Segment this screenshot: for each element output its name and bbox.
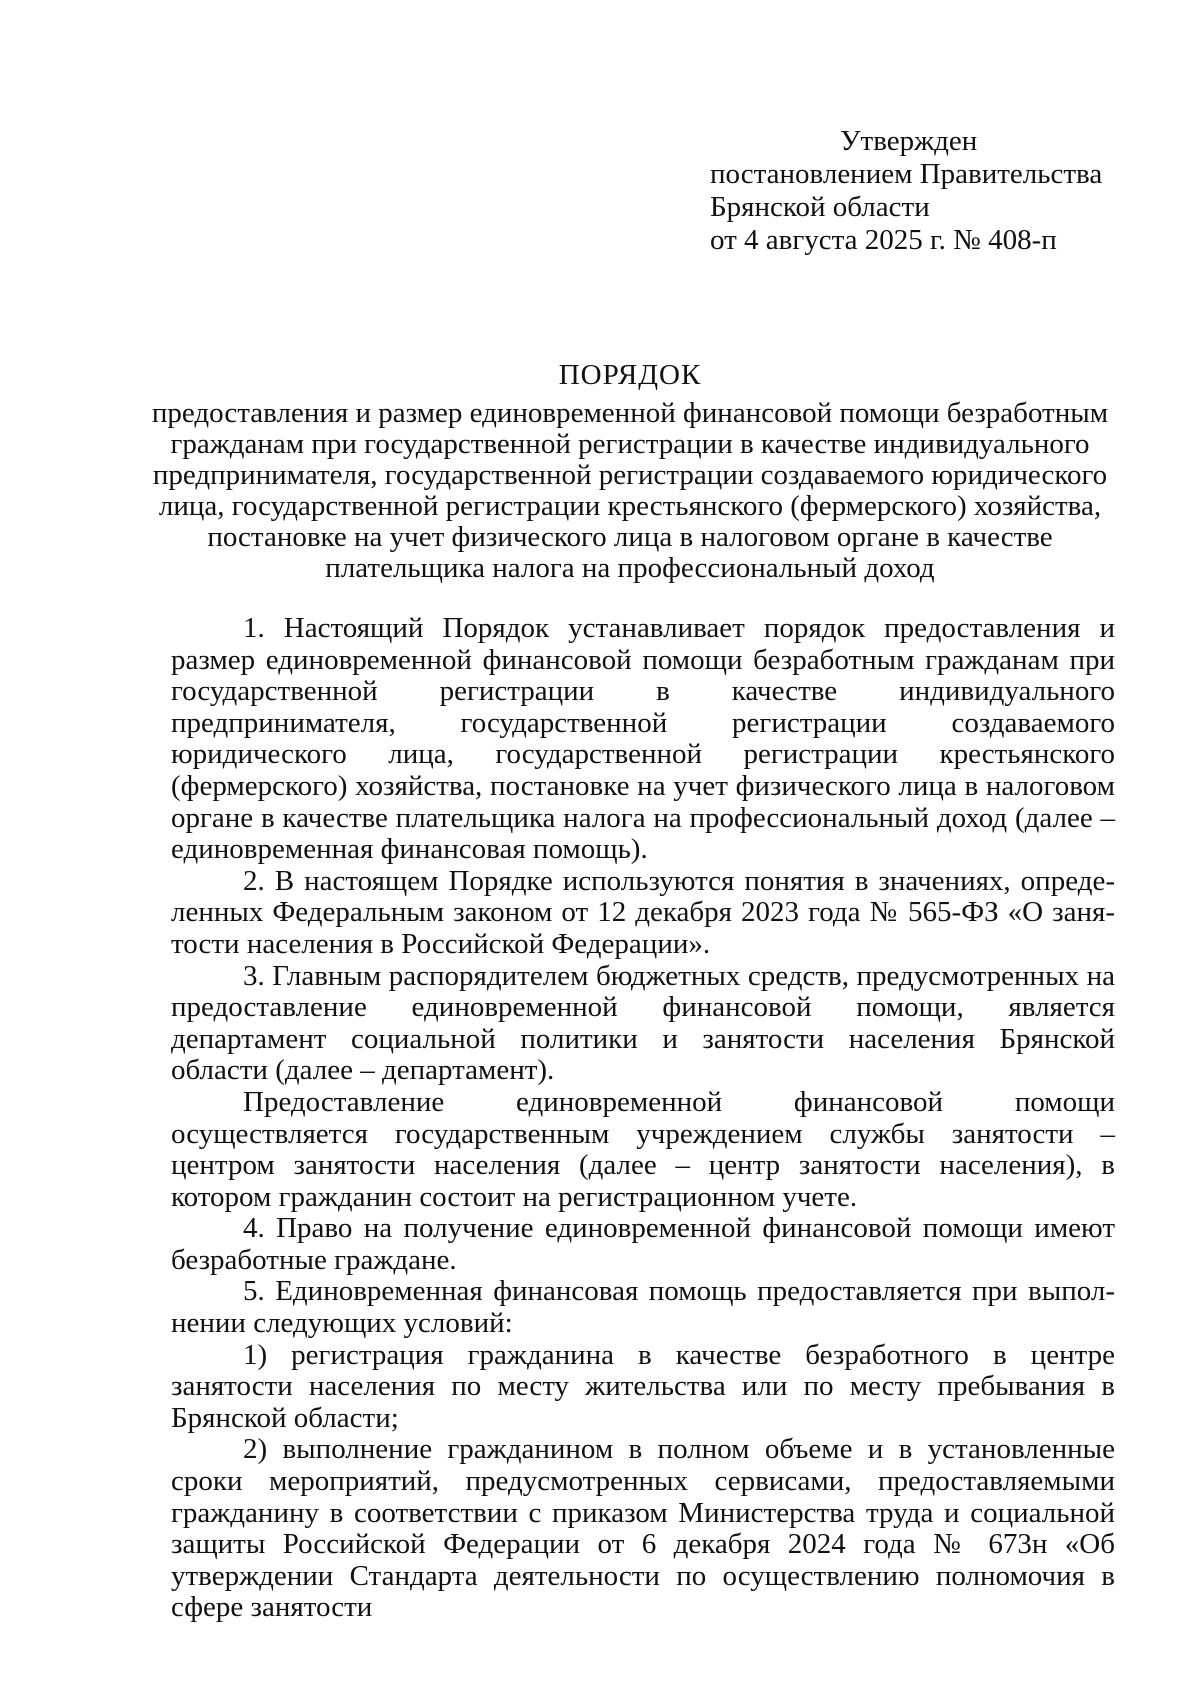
document-title: ПОРЯДОК [558, 359, 702, 391]
approval-line-resolution: постановлением Правительства [710, 158, 1103, 190]
paragraph-1: 1. Настоящий Порядок устанавливает порядок предоставления и размер единовременной финансовой помощи безработным гражданам при государственной регистрации в качестве индивидуального предпринимателя, государственной регистрации создаваемого юридического лица, государственной регистрации крестьянского (фермерского) хозяйства, постановке на учет физического лица в налоговом органе в качестве плательщика налога на профессиональный доход (далее – единовременная финансовая помощь). [171, 612, 1115, 866]
document-subtitle: предоставления и размер единовременной финансовой помощи безработным гражданам при государственной регистрации в качестве индивидуального предпринимателя, государственной регистрации создаваемого юридического лица, государственной регистрации крестьянского (фермерского) хозяйства, постановке на учет физического лица в налоговом органе в качестве плательщика налога на профессиональный доход [151, 397, 1109, 584]
document-heading [150, 358, 1110, 584]
approval-line-region: Брянской области [710, 191, 930, 223]
approval-line-approved: Утвержден [840, 125, 978, 157]
document-body [171, 613, 1115, 1624]
paragraph-5: 5. Единовременная финансовая помощь предоставляется при выполнении следующих условий: [171, 1275, 1115, 1340]
paragraph-5-item-1: 1) регистрация гражданина в качестве безработного в центре занятости населения по месту жительства или по месту пребывания в Брянской области; [171, 1338, 1115, 1434]
paragraph-4: 4. Право на получение единовременной финансовой помощи имеют безработные граждане. [171, 1212, 1115, 1276]
approval-line-date-number: от 4 августа 2025 г. № 408-п [710, 224, 1057, 256]
paragraph-5-item-2: 2) выполнение гражданином в полном объеме и в установленные сроки мероприятий, предусмотренных сервисами, предоставляемыми гражданину в соответствии с приказом Министерства труда и социальной защиты Российской Федерации от 6 декабря 2024 года № 673н «Об утверждении Стандарта деятельности по осуществлению полномочия в сфере занятости [171, 1433, 1115, 1624]
paragraph-3: 3. Главным распорядителем бюджетных средств, предусмотренных на предоставление единовременной финансовой помощи, является департамент социальной политики и занятости населения Брянской области (далее – департамент). [171, 959, 1115, 1087]
approval-stamp [710, 125, 1102, 257]
paragraph-2: 2. В настоящем Порядке используются понятия в значениях, определенных Федеральным законом от 12 декабря 2023 года № 565-ФЗ «О занятости населения в Российской Федерации». [171, 864, 1115, 960]
paragraph-3-continued: Предоставление единовременной финансовой помощи осуществляется государственным учреждением службы занятости – центром занятости населения (далее – центр занятости населения), в котором гражданин состоит на регистрационном учете. [171, 1085, 1115, 1213]
